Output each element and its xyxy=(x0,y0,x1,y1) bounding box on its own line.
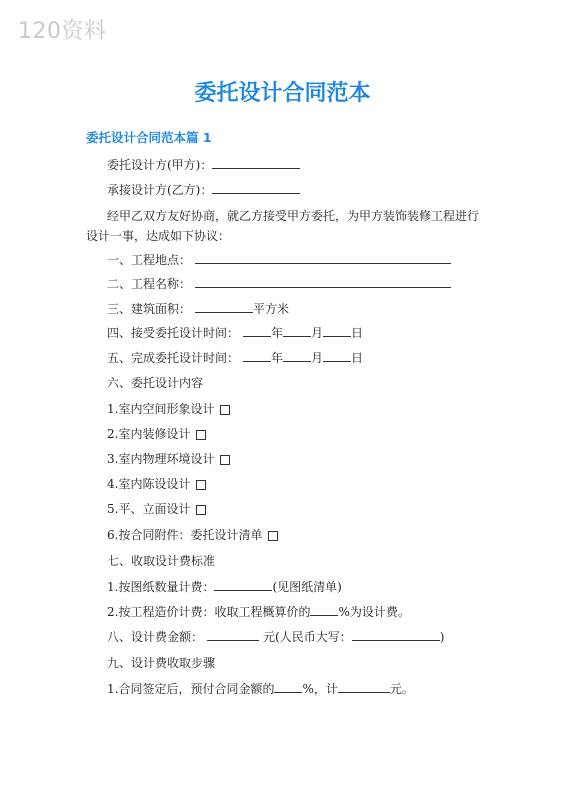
item-6-heading: 六、委托设计内容 xyxy=(107,376,204,390)
section-heading: 委托设计合同范本篇 1 xyxy=(86,130,212,145)
item-3-label: 三、建筑面积： xyxy=(107,302,192,316)
item-8-line xyxy=(107,628,444,645)
month-blank xyxy=(283,324,311,337)
fee-1-note: (见图纸清单) xyxy=(272,580,342,594)
item-8-uppercase-blank xyxy=(352,628,440,641)
sub-item-4-label: 4.室内陈设设计 xyxy=(107,477,191,491)
item-4-label: 四、接受委托设计时间： xyxy=(107,326,240,340)
item-2-label: 二、工程名称： xyxy=(107,277,192,291)
checkbox[interactable] xyxy=(220,455,230,465)
party-a-line xyxy=(107,156,300,173)
sub-item-1-label: 1.室内空间形象设计 xyxy=(107,402,215,416)
party-b-blank xyxy=(212,181,300,194)
item-4-line xyxy=(107,324,363,341)
year-label: 年 xyxy=(271,326,284,340)
item-3-line xyxy=(107,300,289,317)
item-5-label: 五、完成委托设计时间： xyxy=(107,351,240,365)
sub-item-5 xyxy=(107,501,206,517)
checkbox[interactable] xyxy=(196,430,206,440)
fee-2-label: 2.按工程造价计费：收取工程概算价的 xyxy=(107,605,311,619)
item-7-heading: 七、收取设计费标准 xyxy=(107,554,216,568)
day-label: 日 xyxy=(351,326,364,340)
document-title: 委托设计合同范本 xyxy=(194,81,371,106)
fee-1-blank xyxy=(214,578,272,591)
item-1-blank xyxy=(195,251,451,264)
sub-item-3-label: 3.室内物理环境设计 xyxy=(107,452,215,466)
party-b-label: 承接设计方(乙方)： xyxy=(107,183,213,197)
item-2-blank xyxy=(195,275,451,288)
fee-2-line xyxy=(107,603,410,620)
sub-item-5-label: 5.平、立面设计 xyxy=(107,502,191,516)
item-1-line xyxy=(107,251,451,268)
watermark: 120资料 xyxy=(18,19,107,44)
item-8-amount-blank xyxy=(207,628,259,641)
intro-paragraph: 经甲乙双方友好协商，就乙方接受甲方委托，为甲方装饰装修工程进行设计一事，达成如下协议： xyxy=(86,209,480,243)
sub-item-3 xyxy=(107,451,230,467)
party-b-line xyxy=(107,181,300,198)
item-8-label: 八、设计费金额： xyxy=(107,630,204,644)
sub-item-1 xyxy=(107,401,230,417)
fee-2-blank xyxy=(310,603,338,616)
fee-2-tail: %为设计费。 xyxy=(338,605,410,619)
item-9-heading: 九、设计费收取步骤 xyxy=(107,656,216,670)
checkbox[interactable] xyxy=(268,531,278,541)
item-3-blank xyxy=(195,300,253,313)
pay-1-amount-blank xyxy=(338,680,390,693)
day-blank xyxy=(323,349,351,362)
fee-1-label: 1.按图纸数量计费： xyxy=(107,580,215,594)
item-3-unit: 平方米 xyxy=(253,302,290,316)
item-8-close: ) xyxy=(439,630,445,644)
checkbox[interactable] xyxy=(196,505,206,515)
checkbox[interactable] xyxy=(196,480,206,490)
item-1-label: 一、工程地点： xyxy=(107,253,192,267)
pay-1-label: 1.合同签定后，预付合同金额的 xyxy=(107,682,275,696)
year-blank xyxy=(243,349,271,362)
pay-1-tail: 元。 xyxy=(389,682,414,696)
item-8-unit: 元(人民币大写： xyxy=(263,630,352,644)
checkbox[interactable] xyxy=(220,405,230,415)
pay-1-line xyxy=(107,680,414,697)
sub-item-2 xyxy=(107,426,206,442)
day-label: 日 xyxy=(351,351,364,365)
pay-1-percent-blank xyxy=(274,680,302,693)
year-blank xyxy=(243,324,271,337)
sub-item-6 xyxy=(107,527,278,543)
item-5-line xyxy=(107,349,363,366)
day-blank xyxy=(323,324,351,337)
sub-item-6-label: 6.按合同附件：委托设计清单 xyxy=(107,528,263,542)
fee-1-line xyxy=(107,578,342,595)
month-label: 月 xyxy=(311,351,324,365)
sub-item-4 xyxy=(107,476,206,492)
pay-1-mid: %，计 xyxy=(302,682,338,696)
month-blank xyxy=(283,349,311,362)
party-a-blank xyxy=(212,156,300,169)
sub-item-2-label: 2.室内装修设计 xyxy=(107,427,191,441)
year-label: 年 xyxy=(271,351,284,365)
item-2-line xyxy=(107,275,451,292)
party-a-label: 委托设计方(甲方)： xyxy=(107,158,213,172)
month-label: 月 xyxy=(311,326,324,340)
